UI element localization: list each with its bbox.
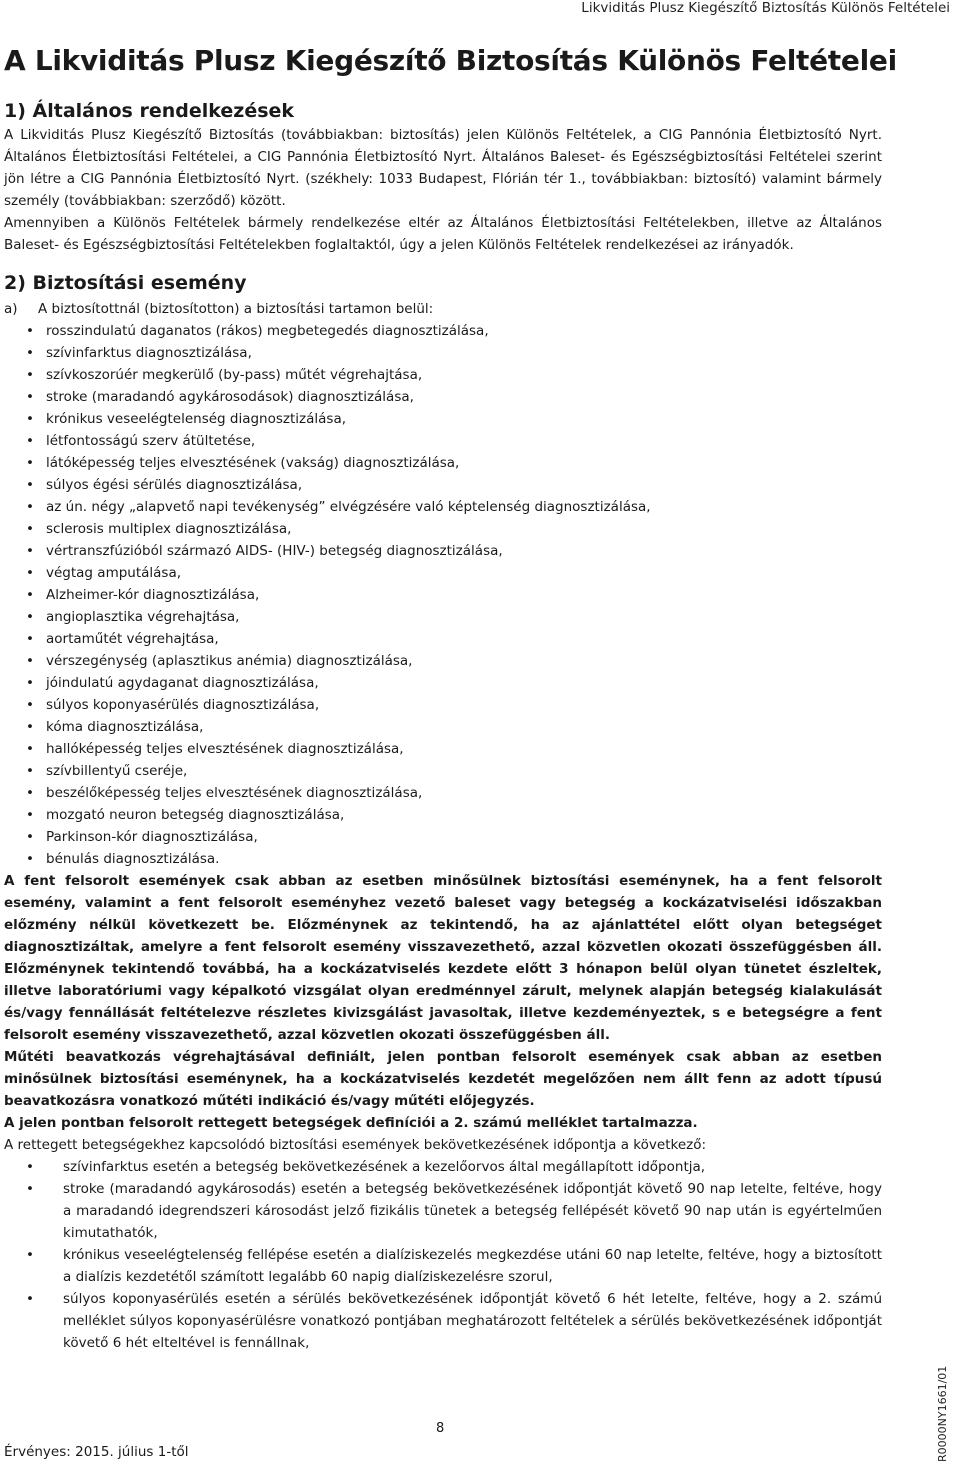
document-code: R0000NY1661/01 — [936, 1365, 949, 1462]
list-item: • aortaműtét végrehajtása, — [26, 628, 882, 650]
validity-date: Érvényes: 2015. július 1-től — [4, 1444, 189, 1460]
running-header: Likviditás Plusz Kiegészítő Biztosítás Különös Feltételei — [581, 0, 950, 16]
list-item: • az ún. négy „alapvető napi tevékenység” elvégzésére való képtelenség diagnosztizálása, — [26, 496, 882, 518]
list-item: • szívinfarktus diagnosztizálása, — [26, 342, 882, 364]
section-1-paragraph-2: Amennyiben a Különös Feltételek bármely rendelkezése eltér az Általános Életbiztosítási Feltételekben, illetve az Általános Baleset- és Egészségbiztosítási Feltételekben foglaltaktól, úgy a jelen Különös Feltételek rendelkezései az irányadók. — [4, 215, 882, 253]
document-title: A Likviditás Plusz Kiegészítő Biztosítás Különös Feltételei — [4, 44, 897, 77]
surgery-paragraph: Műtéti beavatkozás végrehajtásával definiált, jelen pontban felsorolt események csak abban az esetben minősülnek biztosítási eseménynek, ha a kockázatviselés kezdetét megelőzően nem állt fenn az adott típusú beavatkozásra vonatkozó műtéti indikáció és/vagy műtéti előjegyzés. — [4, 1049, 882, 1109]
list-item: • létfontosságú szerv átültetése, — [26, 430, 882, 452]
list-item: • látóképesség teljes elvesztésének (vakság) diagnosztizálása, — [26, 452, 882, 474]
list-item: • szívbillentyű cseréje, — [26, 760, 882, 782]
section-1-paragraph-1: A Likviditás Plusz Kiegészítő Biztosítás (továbbiakban: biztosítás) jelen Különös Feltételek, a CIG Pannónia Életbiztosító Nyrt. Általános Életbiztosítási Feltételei, a CIG Pannónia Életbiztosító Nyrt. Általános Baleset- és Egészségbiztosítási Feltételei szerint jön létre a CIG Pannónia Életbiztosító Nyrt. (székhely: 1033 Budapest, Flórián tér 1., továbbiakban: biztosító) valamint bármely személy (továbbiakban: szerződő) között. — [4, 127, 882, 209]
list-item: • vérszegénység (aplasztikus anémia) diagnosztizálása, — [26, 650, 882, 672]
list-item: • Parkinson-kór diagnosztizálása, — [26, 826, 882, 848]
list-item: • végtag amputálása, — [26, 562, 882, 584]
page-number: 8 — [436, 1421, 445, 1436]
list-item: • angioplasztika végrehajtása, — [26, 606, 882, 628]
list-item: • vértranszfúzióból származó AIDS- (HIV-) betegség diagnosztizálása, — [26, 540, 882, 562]
list-item: • súlyos égési sérülés diagnosztizálása, — [26, 474, 882, 496]
section-1-heading: 1) Általános rendelkezések — [4, 100, 295, 122]
list-item: • stroke (maradandó agykárosodások) diagnosztizálása, — [26, 386, 882, 408]
list-item: • stroke (maradandó agykárosodás) esetén a betegség bekövetkezésének időpontját követő 90 nap letelte, feltéve, hogy a maradandó idegrendszeri károsodást jelző fizikális tünetek a betegség fellépését követő 90 nap után is egyértelműen kimutathatók, — [26, 1178, 882, 1244]
list-item: • szívinfarktus esetén a betegség bekövetkezésének a kezelőorvos által megállapított időpontja, — [26, 1156, 882, 1178]
list-item: • szívkoszorúér megkerülő (by-pass) műtét végrehajtása, — [26, 364, 882, 386]
list-item: • súlyos koponyasérülés diagnosztizálása, — [26, 694, 882, 716]
onset-intro: A rettegett betegségekhez kapcsolódó biztosítási események bekövetkezésének időpontja a következő: — [4, 1137, 707, 1153]
insured-events-list — [26, 320, 882, 870]
list-item: • krónikus veseelégtelenség fellépése esetén a dialíziskezelés megkezdése utáni 60 nap letelte, feltéve, hogy a biztosított a dialízis kezdetétől számított legalább 60 napig dialíziskezelésre szorul, — [26, 1244, 882, 1288]
list-item: • súlyos koponyasérülés esetén a sérülés bekövetkezésének időpontját követő 6 hét letelte, feltéve, hogy a 2. számú melléklet súlyos koponyasérülésre vonatkozó pontjában meghatározott feltételek a sérülés bekövetkezésének időpontját követő 6 hét elteltével is fennállnak, — [26, 1288, 882, 1354]
document-body — [4, 98, 882, 1354]
section-2-heading: 2) Biztosítási esemény — [4, 272, 247, 294]
list-item: • mozgató neuron betegség diagnosztizálása, — [26, 804, 882, 826]
list-item: • hallóképesség teljes elvesztésének diagnosztizálása, — [26, 738, 882, 760]
list-item: • rosszindulatú daganatos (rákos) megbetegedés diagnosztizálása, — [26, 320, 882, 342]
list-item: • Alzheimer-kór diagnosztizálása, — [26, 584, 882, 606]
list-item: • bénulás diagnosztizálása. — [26, 848, 882, 870]
list-item: • jóindulatú agydaganat diagnosztizálása, — [26, 672, 882, 694]
annex-reference: A jelen pontban felsorolt rettegett betegségek definíciói a 2. számú melléklet tartalmazza. — [4, 1115, 698, 1131]
list-item: • sclerosis multiplex diagnosztizálása, — [26, 518, 882, 540]
subsection-a — [4, 298, 882, 320]
list-item: • beszélőképesség teljes elvesztésének diagnosztizálása, — [26, 782, 882, 804]
list-item: • krónikus veseelégtelenség diagnosztizálása, — [26, 408, 882, 430]
onset-list — [26, 1156, 882, 1354]
list-item: • kóma diagnosztizálása, — [26, 716, 882, 738]
preconditions-paragraph: A fent felsorolt események csak abban az esetben minősülnek biztosítási eseménynek, ha a fent felsorolt esemény, valamint a fent felsorolt eseményhez vezető baleset vagy betegség a kockázatviselési időszakban előzmény nélkül következett be. Előzménynek az tekintendő, ha az ajánlattétel előtt olyan betegséget diagnosztizáltak, amelyre a fent felsorolt esemény visszavezethető, azzal közvetlen okozati összefüggésben áll. Előzménynek tekintendő továbbá, ha a kockázatviselés kezdete előtt 3 hónapon belül olyan tünetet észleltek, illetve laboratóriumi vagy képalkotó vizsgálat olyan eredménnyel zárult, melynek alapján betegség kialakulását és/vagy fennállását feltételezve részletes kivizsgálást javasoltak, illetve kezdeményeztek, s e betegségre a fent felsorolt esemény visszavezethető, azzal közvetlen okozati összefüggésben áll. — [4, 873, 882, 1043]
subsection-a-label: a) — [4, 301, 18, 317]
subsection-a-text: A biztosítottnál (biztosítotton) a biztosítási tartamon belül: — [38, 301, 434, 317]
